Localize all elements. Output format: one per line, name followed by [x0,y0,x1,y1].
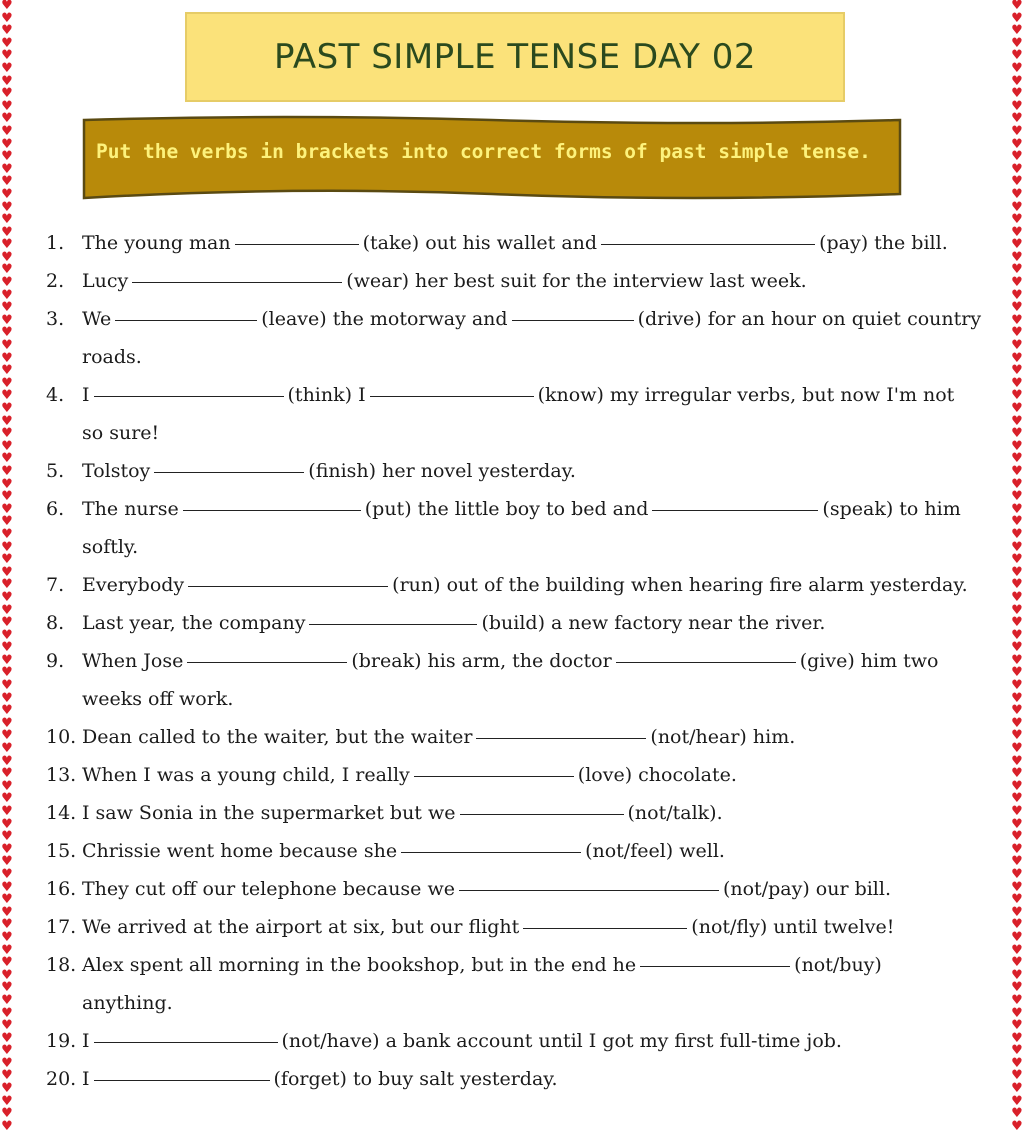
answer-blank[interactable] [187,661,347,663]
exercise-text: (pay) the bill. [819,232,948,254]
heart-icon: ♥ [1,526,13,542]
exercise-3 [46,300,981,338]
heart-icon: ♥ [1011,728,1023,744]
exercise-2 [46,262,807,300]
answer-blank[interactable] [460,813,624,815]
heart-icon: ♥ [1,980,13,996]
heart-icon: ♥ [1011,463,1023,479]
exercise-9 [46,642,939,680]
heart-icon: ♥ [1,1018,13,1034]
heart-icon: ♥ [1011,60,1023,76]
heart-icon: ♥ [1011,615,1023,631]
heart-icon: ♥ [1011,841,1023,857]
heart-icon: ♥ [1,841,13,857]
heart-icon: ♥ [1011,992,1023,1008]
heart-icon: ♥ [1,992,13,1008]
heart-icon: ♥ [1,249,13,265]
heart-icon: ♥ [1,1030,13,1046]
heart-icon: ♥ [1,577,13,593]
exercise-text: (put) the little boy to bed and [364,498,649,520]
exercise-number: 13. [46,764,77,786]
heart-icon: ♥ [1,589,13,605]
heart-icon: ♥ [1011,174,1023,190]
heart-icon: ♥ [1,955,13,971]
exercise-3-continuation: roads. [82,346,142,368]
heart-icon: ♥ [1,0,13,13]
answer-blank[interactable] [640,965,790,967]
exercise-number: 16. [46,878,77,900]
heart-icon: ♥ [1,892,13,908]
heart-icon: ♥ [1,10,13,26]
exercise-text: (not/hear) him. [650,726,796,748]
heart-icon: ♥ [1,86,13,102]
exercise-18 [46,946,882,984]
exercise-19 [46,1022,842,1060]
exercise-1 [46,224,948,262]
heart-icon: ♥ [1,1081,13,1097]
exercise-8 [46,604,825,642]
heart-icon: ♥ [1011,186,1023,202]
answer-blank[interactable] [94,1079,270,1081]
heart-icon: ♥ [1,615,13,631]
answer-blank[interactable] [94,395,284,397]
heart-icon: ♥ [1011,438,1023,454]
heart-icon: ♥ [1,741,13,757]
heart-icon: ♥ [1011,980,1023,996]
heart-icon: ♥ [1011,690,1023,706]
exercise-6-continuation: softly. [82,536,139,558]
heart-icon: ♥ [1,967,13,983]
answer-blank[interactable] [183,509,361,511]
exercise-number: 3. [46,308,65,330]
heart-icon: ♥ [1011,111,1023,127]
answer-blank[interactable] [601,243,815,245]
exercise-text: (not/pay) our bill. [722,878,891,900]
exercise-text: (wear) her best suit for the interview last week. [346,270,807,292]
heart-icon: ♥ [1011,224,1023,240]
heart-icon: ♥ [1011,350,1023,366]
heart-icon: ♥ [1011,287,1023,303]
exercise-text: We [82,308,112,330]
exercise-text: (speak) to him [822,498,961,520]
exercise-text: (take) out his wallet and [362,232,598,254]
heart-icon: ♥ [1,136,13,152]
exercise-18-continuation: anything. [82,992,173,1014]
exercise-text: I [82,1030,90,1052]
heart-icon: ♥ [1011,149,1023,165]
heart-icon: ♥ [1,904,13,920]
exercise-number: 17. [46,916,77,938]
heart-icon: ♥ [1011,73,1023,89]
exercise-number: 9. [46,650,65,672]
exercise-text: The young man [82,232,231,254]
heart-icon: ♥ [1011,388,1023,404]
heart-icon: ♥ [1,753,13,769]
exercise-text: (not/fly) until twelve! [691,916,895,938]
heart-icon: ♥ [1,1055,13,1071]
heart-icon: ♥ [1,501,13,517]
heart-icon: ♥ [1011,86,1023,102]
exercise-number: 19. [46,1030,77,1052]
instruction-banner [82,112,902,204]
heart-icon: ♥ [1,350,13,366]
answer-blank[interactable] [132,281,342,283]
exercise-10 [46,718,795,756]
exercise-14 [46,794,723,832]
heart-icon: ♥ [1011,363,1023,379]
heart-icon: ♥ [1011,237,1023,253]
answer-blank[interactable] [414,775,574,777]
exercise-text: (know) my irregular verbs, but now I'm not [537,384,955,406]
exercise-text: Lucy [82,270,129,292]
heart-icon: ♥ [1,174,13,190]
exercise-number: 5. [46,460,65,482]
heart-icon: ♥ [1011,0,1023,13]
heart-icon: ♥ [1011,1005,1023,1021]
answer-blank[interactable] [459,889,719,891]
exercise-text: Alex spent all morning in the bookshop, but in the end he [82,954,637,976]
exercise-number: 14. [46,802,77,824]
answer-blank[interactable] [476,737,646,739]
heart-icon: ♥ [1011,1043,1023,1059]
heart-icon: ♥ [1011,1068,1023,1084]
exercise-text: I saw Sonia in the supermarket but we [82,802,456,824]
exercise-text: (love) chocolate. [577,764,737,786]
exercise-15 [46,832,725,870]
heart-icon: ♥ [1,602,13,618]
heart-icon: ♥ [1011,854,1023,870]
heart-icon: ♥ [1,942,13,958]
heart-icon: ♥ [1,212,13,228]
heart-icon: ♥ [1,564,13,580]
heart-icon: ♥ [1011,791,1023,807]
heart-icon: ♥ [1,476,13,492]
heart-icon: ♥ [1,514,13,530]
heart-icon: ♥ [1011,753,1023,769]
heart-icon: ♥ [1011,589,1023,605]
heart-icon: ♥ [1011,741,1023,757]
heart-icon: ♥ [1,413,13,429]
heart-border-left [0,0,14,1138]
heart-icon: ♥ [1,300,13,316]
heart-icon: ♥ [1,879,13,895]
heart-icon: ♥ [1011,942,1023,958]
exercise-text: (break) his arm, the doctor [351,650,612,672]
heart-icon: ♥ [1011,904,1023,920]
heart-icon: ♥ [1011,514,1023,530]
exercise-text: (not/buy) [794,954,882,976]
exercise-text: (leave) the motorway and [261,308,508,330]
heart-icon: ♥ [1,489,13,505]
heart-icon: ♥ [1011,1118,1023,1134]
answer-blank[interactable] [523,927,687,929]
heart-icon: ♥ [1011,1055,1023,1071]
heart-icon: ♥ [1,224,13,240]
answer-blank[interactable] [154,471,304,473]
heart-border-right [1010,0,1024,1138]
heart-icon: ♥ [1011,552,1023,568]
answer-blank[interactable] [235,243,359,245]
heart-icon: ♥ [1,552,13,568]
heart-icon: ♥ [1011,866,1023,882]
heart-icon: ♥ [1011,10,1023,26]
heart-icon: ♥ [1,287,13,303]
heart-icon: ♥ [1,111,13,127]
heart-icon: ♥ [1011,715,1023,731]
heart-icon: ♥ [1011,136,1023,152]
heart-icon: ♥ [1,816,13,832]
worksheet-title: PAST SIMPLE TENSE DAY 02 [273,37,757,77]
heart-icon: ♥ [1011,123,1023,139]
heart-icon: ♥ [1,1005,13,1021]
heart-icon: ♥ [1011,23,1023,39]
heart-icon: ♥ [1011,917,1023,933]
heart-icon: ♥ [1011,375,1023,391]
heart-icon: ♥ [1,665,13,681]
exercise-number: 4. [46,384,65,406]
heart-icon: ♥ [1,1106,13,1122]
exercise-number: 15. [46,840,77,862]
heart-icon: ♥ [1,426,13,442]
exercise-text: (think) I [287,384,366,406]
exercise-number: 1. [46,232,65,254]
heart-icon: ♥ [1,929,13,945]
exercise-9-continuation: weeks off work. [82,688,234,710]
heart-icon: ♥ [1,678,13,694]
heart-icon: ♥ [1011,640,1023,656]
exercise-4 [46,376,954,414]
heart-icon: ♥ [1011,665,1023,681]
heart-icon: ♥ [1011,602,1023,618]
heart-icon: ♥ [1,539,13,555]
answer-blank[interactable] [94,1041,278,1043]
exercise-13 [46,756,737,794]
exercise-20 [46,1060,558,1098]
heart-icon: ♥ [1,728,13,744]
heart-icon: ♥ [1011,577,1023,593]
heart-icon: ♥ [1011,300,1023,316]
exercise-text: (forget) to buy salt yesterday. [273,1068,558,1090]
heart-icon: ♥ [1011,1093,1023,1109]
heart-icon: ♥ [1011,1018,1023,1034]
heart-icon: ♥ [1011,778,1023,794]
heart-icon: ♥ [1,338,13,354]
answer-blank[interactable] [188,585,388,587]
exercise-text: (not/talk). [627,802,723,824]
exercise-text: (build) a new factory near the river. [481,612,826,634]
exercise-text: Tolstoy [82,460,151,482]
heart-icon: ♥ [1,149,13,165]
exercise-text: (drive) for an hour on quiet country [637,308,982,330]
exercise-text: Chrissie went home because she [82,840,398,862]
heart-icon: ♥ [1,766,13,782]
exercise-17 [46,908,894,946]
heart-icon: ♥ [1011,678,1023,694]
heart-icon: ♥ [1011,539,1023,555]
exercise-number: 18. [46,954,77,976]
heart-icon: ♥ [1,778,13,794]
heart-icon: ♥ [1,690,13,706]
heart-icon: ♥ [1,363,13,379]
exercise-5 [46,452,576,490]
heart-icon: ♥ [1011,829,1023,845]
heart-icon: ♥ [1,98,13,114]
exercise-text: (give) him two [799,650,939,672]
exercise-text: (finish) her novel yesterday. [308,460,576,482]
heart-icon: ♥ [1,791,13,807]
heart-icon: ♥ [1011,249,1023,265]
exercise-text: I [82,384,90,406]
heart-icon: ♥ [1011,338,1023,354]
heart-icon: ♥ [1,35,13,51]
heart-icon: ♥ [1,703,13,719]
heart-icon: ♥ [1011,161,1023,177]
exercise-number: 8. [46,612,65,634]
heart-icon: ♥ [1,804,13,819]
heart-icon: ♥ [1,627,13,643]
heart-icon: ♥ [1,438,13,454]
heart-icon: ♥ [1,1043,13,1059]
heart-icon: ♥ [1011,1081,1023,1097]
heart-icon: ♥ [1011,892,1023,908]
heart-icon: ♥ [1,715,13,731]
exercise-text: I [82,1068,90,1090]
exercise-text: Everybody [82,574,185,596]
heart-icon: ♥ [1,829,13,845]
heart-icon: ♥ [1,652,13,668]
heart-icon: ♥ [1,1118,13,1134]
heart-icon: ♥ [1,451,13,467]
heart-icon: ♥ [1011,501,1023,517]
heart-icon: ♥ [1,1093,13,1109]
exercise-number: 10. [46,726,77,748]
heart-icon: ♥ [1011,1030,1023,1046]
heart-icon: ♥ [1,401,13,416]
heart-icon: ♥ [1,375,13,391]
heart-icon: ♥ [1011,804,1023,819]
heart-icon: ♥ [1011,476,1023,492]
heart-icon: ♥ [1011,275,1023,291]
heart-icon: ♥ [1,463,13,479]
heart-icon: ♥ [1011,325,1023,341]
heart-icon: ♥ [1011,401,1023,416]
heart-icon: ♥ [1,866,13,882]
heart-icon: ♥ [1,325,13,341]
answer-blank[interactable] [370,395,534,397]
exercise-16 [46,870,891,908]
exercise-text: Dean called to the waiter, but the waiter [82,726,473,748]
heart-icon: ♥ [1011,766,1023,782]
heart-icon: ♥ [1,186,13,202]
answer-blank[interactable] [309,623,477,625]
worksheet-title-box [185,12,845,102]
heart-icon: ♥ [1,917,13,933]
heart-icon: ♥ [1,60,13,76]
heart-icon: ♥ [1,199,13,215]
heart-icon: ♥ [1011,526,1023,542]
exercise-text: (run) out of the building when hearing fire alarm yesterday. [392,574,968,596]
heart-icon: ♥ [1011,652,1023,668]
heart-icon: ♥ [1,1068,13,1084]
heart-icon: ♥ [1,854,13,870]
exercise-6 [46,490,961,528]
exercise-text: We arrived at the airport at six, but our flight [82,916,520,938]
answer-blank[interactable] [652,509,818,511]
heart-icon: ♥ [1011,262,1023,278]
heart-icon: ♥ [1011,1106,1023,1122]
heart-icon: ♥ [1011,929,1023,945]
heart-icon: ♥ [1011,967,1023,983]
exercise-number: 7. [46,574,65,596]
answer-blank[interactable] [616,661,796,663]
heart-icon: ♥ [1011,212,1023,228]
heart-icon: ♥ [1011,564,1023,580]
exercise-text: When Jose [82,650,184,672]
heart-icon: ♥ [1011,312,1023,328]
exercise-text: (not/have) a bank account until I got my first full-time job. [281,1030,842,1052]
heart-icon: ♥ [1,312,13,328]
exercise-number: 2. [46,270,65,292]
heart-icon: ♥ [1,23,13,39]
heart-icon: ♥ [1011,816,1023,832]
exercise-text: Last year, the company [82,612,306,634]
heart-icon: ♥ [1,161,13,177]
exercise-text: The nurse [82,498,179,520]
heart-icon: ♥ [1,275,13,291]
heart-icon: ♥ [1,388,13,404]
heart-icon: ♥ [1,237,13,253]
heart-icon: ♥ [1011,879,1023,895]
heart-icon: ♥ [1,123,13,139]
heart-icon: ♥ [1011,35,1023,51]
exercise-number: 20. [46,1068,77,1090]
heart-icon: ♥ [1011,413,1023,429]
heart-icon: ♥ [1011,627,1023,643]
heart-icon: ♥ [1,640,13,656]
answer-blank[interactable] [401,851,581,853]
instruction-text: Put the verbs in brackets into correct forms of past simple tense. [96,140,871,163]
exercise-text: (not/feel) well. [585,840,725,862]
answer-blank[interactable] [512,319,634,321]
heart-icon: ♥ [1011,98,1023,114]
heart-icon: ♥ [1,73,13,89]
exercise-number: 6. [46,498,65,520]
exercise-text: They cut off our telephone because we [82,878,455,900]
heart-icon: ♥ [1,48,13,64]
heart-icon: ♥ [1,262,13,278]
heart-icon: ♥ [1011,489,1023,505]
heart-icon: ♥ [1011,955,1023,971]
heart-icon: ♥ [1011,451,1023,467]
heart-icon: ♥ [1011,703,1023,719]
exercise-4-continuation: so sure! [82,422,160,444]
answer-blank[interactable] [115,319,257,321]
exercise-7 [46,566,968,604]
heart-icon: ♥ [1011,48,1023,64]
exercise-text: When I was a young child, I really [82,764,410,786]
heart-icon: ♥ [1011,199,1023,215]
heart-icon: ♥ [1011,426,1023,442]
